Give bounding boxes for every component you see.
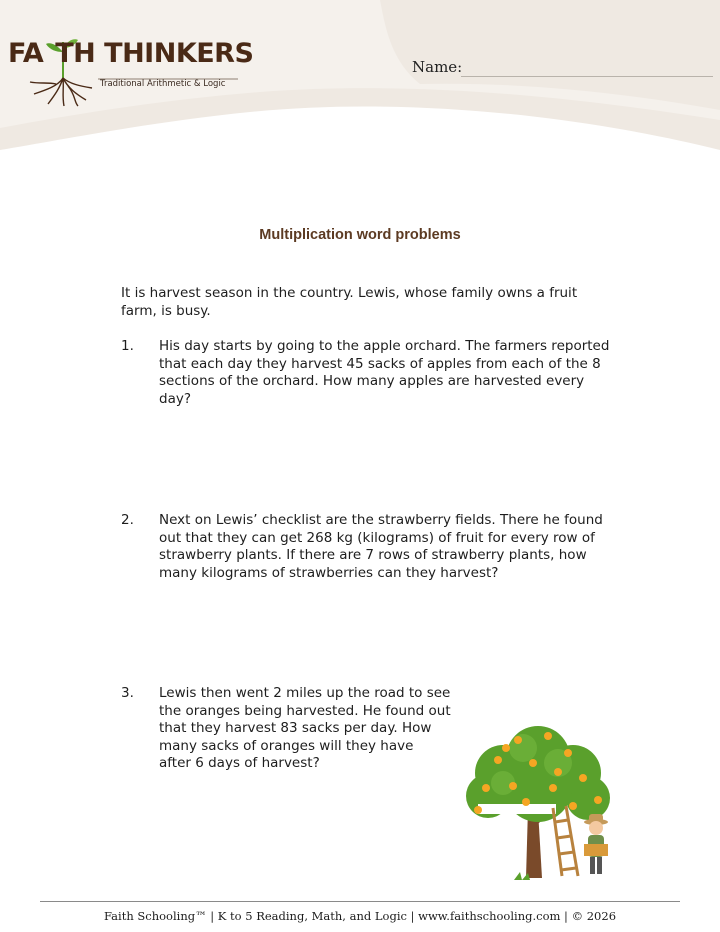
problem-text-part-1: Lewis then went 2 miles up the road to see the oranges being harvested. He found out that they harvest 83 sacks per day. How many sacks of oranges will they have [159, 685, 451, 754]
name-label: Name: [412, 58, 463, 76]
footer-divider [40, 901, 680, 902]
problem-text: His day starts by going to the apple orchard. The farmers reported that each day they harvest 45 sacks of apples from each of the 8 sections of the orchard. How many apples are harvested every day? [159, 338, 610, 407]
problem-number: 2. [121, 512, 134, 528]
problem-text-part-2: after 6 days of harvest? [159, 755, 320, 771]
problem-text: Next on Lewis’ checklist are the strawberry fields. There he found out that they can get 268 kg (kilograms) of fruit for every row of strawberry plants. If there are 7 rows of strawberry plants, how many kilograms of strawberries can they harvest? [159, 512, 603, 581]
worksheet-intro: It is harvest season in the country. Lewis, whose family owns a fruit farm, is busy. [121, 285, 578, 319]
orange-tree-illustration [458, 718, 618, 884]
brand-subtitle: Traditional Arithmetic & Logic [100, 79, 226, 89]
name-blank-line [461, 76, 713, 77]
problem-number: 3. [121, 685, 134, 701]
problem-number: 1. [121, 338, 134, 354]
worksheet-title: Multiplication word problems [259, 227, 461, 243]
brand-title: FA TH THINKERS [8, 38, 254, 69]
footer-text: Faith Schooling™ | K to 5 Reading, Math, and Logic | www.faithschooling.com | © 2026 [103, 909, 617, 923]
